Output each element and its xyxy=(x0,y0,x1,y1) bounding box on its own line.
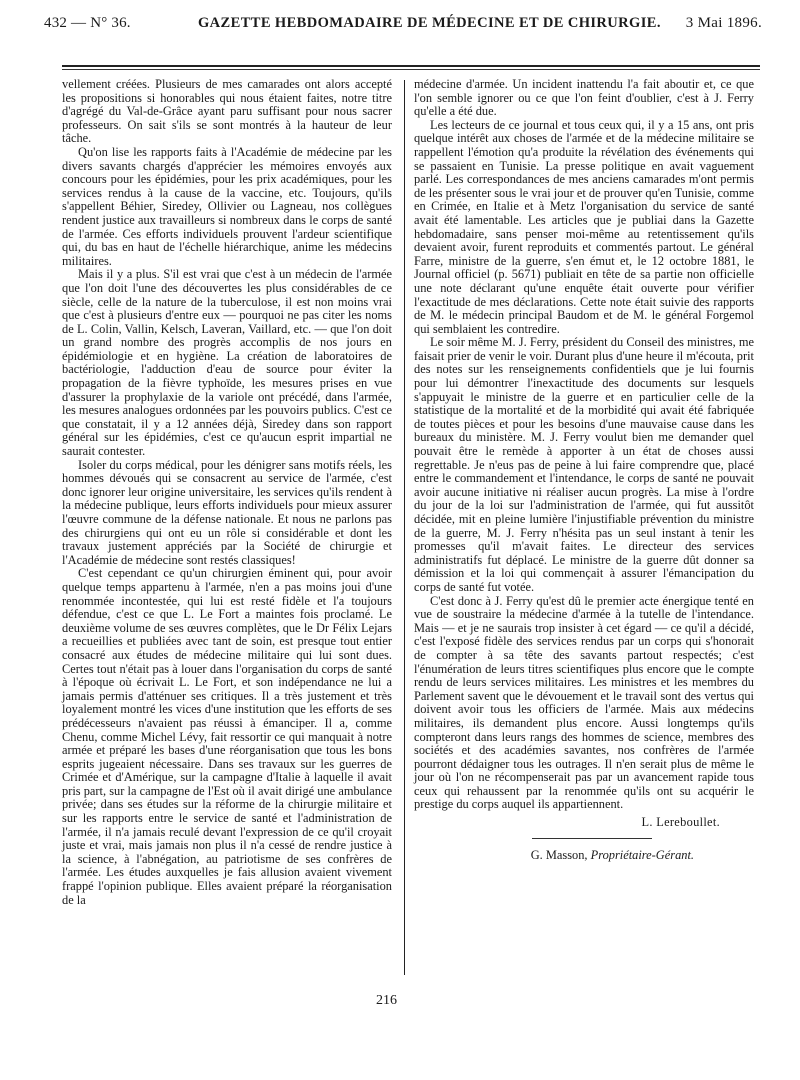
paragraph: Isoler du corps médical, pour les dénigrer sans motifs réels, les hommes dévoués qui se consacrent au service de l'armée, c'est donc ignorer leur origine universitaire, les services qu'ils rendent à la médecine publique, leurs efforts individuels pour mieux assurer l'œuvre commune de la défense nationale. Et nous ne parlons pas des chirurgiens qui ont eu un rôle si considérable et dont les travaux justement appréciés par la Société de chirurgie et l'Académie de médecine sont restés classiques! xyxy=(62,457,392,567)
publisher-role: Propriétaire-Gérant. xyxy=(590,847,694,862)
right-column xyxy=(414,78,754,862)
journal-title: GAZETTE HEBDOMADAIRE DE MÉDECINE ET DE CHIRURGIE. xyxy=(198,15,661,31)
issue-number: 432 — N° 36. xyxy=(44,15,131,31)
page-number: 216 xyxy=(376,993,397,1008)
column-divider xyxy=(404,80,405,975)
header-rule-thin xyxy=(62,69,760,70)
paragraph: C'est donc à J. Ferry qu'est dû le premier acte énergique tenté en vue de soustraire la médecine d'armée à la tutelle de l'intendance. Mais — et je ne saurais trop insister à cet égard — ce qu'il a décidé, c'est l'exposé fidèle des services rendus par un corps qui s'honorait de compter à sa tête des savants partout respectés; c'est l'énumération de leurs titres scientifiques plus encore que le compte rendu de leurs services militaires. Les ministres et les membres du Parlement savent que le dévouement et le travail sont des vertus qui doivent avoir tous les officiers de l'armée. Mais aux médecins militaires, ils demandent plus encore. Aussi longtemps qu'ils compteront dans leurs rangs des hommes de science, membres des sociétés et des académies savantes, nos confrères de l'armée pourront dédaigner tous les outrages. Il n'en serait plus de même le jour où l'on ne récompenserait pas par un avancement rapide tous ceux qui rehaussent par la renommée qu'ils ont su acquérir le prestige du corps auquel ils appartiennent. xyxy=(414,593,754,812)
publisher-name: G. Masson, xyxy=(530,847,588,862)
signature-rule xyxy=(532,838,652,839)
paragraph: Le soir même M. J. Ferry, président du Conseil des ministres, me faisait prier de venir le voir. Durant plus d'une heure il m'écouta, prit des notes sur les renseignements confidentiels que je lui fournis pour lui démontrer l'inexactitude des documents sur lesquels s'appuyait le ministre de la guerre et en particulier celle de la statistique de la mortalité et de la morbidité qui avait été fabriquée de toutes pièces et pour les besoins d'une mauvaise cause dans les bureaux du ministère. M. J. Ferry voulut bien me demander quel pouvait être le remède à apporter à un état de choses aussi regrettable. Je n'eus pas de peine à lui faire comprendre que, placé entre le commandement et l'intendance, le corps de santé ne pouvait avoir aucune initiative ni réaliser aucun progrès. La mise à l'ordre du jour de la loi sur l'administration de l'armée, qui fut aussitôt décidée, mit en pleine lumière l'injustifiable prévention du ministre de la guerre, M. J. Ferry n'hésita pas un seul instant à tenir les promesses qu'il m'avait faites. Le directeur des services administratifs fut déplacé. Le ministre de la guerre dût donner sa démission et la loi qui commençait à assurer l'émancipation du corps de santé fut votée. xyxy=(414,335,754,594)
paragraph: C'est cependant ce qu'un chirurgien éminent qui, pour avoir quelque temps appartenu à l'armée, n'en a pas moins joui d'une renommée incontestée, qui lui est resté fidèle et l'a toujours défendue, c'est ce que L. Le Fort a maintes fois proclamé. Le deuxième volume de ses œuvres complètes, que le Dr Félix Lejars a recueillies et publiées avec tant de soin, est presque tout entier consacré aux études de médecine militaire qui lui sont dues. Certes tout n'était pas à louer dans l'organisation du corps de santé à l'époque où écrivait L. Le Fort, et son indépendance ne lui a jamais permis d'atténuer ses critiques. Il a très justement et très loyalement montré les vices d'une institution que les efforts de ses prédécesseurs n'avaient pas réussi à émanciper. Il a, comme Chenu, comme Michel Lévy, fait ressortir ce qui manquait à notre armée et préparé les bases d'une réorganisation que tous les bons esprits jugeaient nécessaire. Dans ses travaux sur les guerres de Crimée et d'Amérique, sur la campagne d'Italie à laquelle il avait pris part, sur la campagne de l'Est où il avait dirigé une ambulance privée; dans ses études sur la réforme de la chirurgie militaire et sur les rapports entre le service de santé et l'administration de l'armée, il n'a jamais reculé devant l'expression de ce qu'il croyait juste et vrai, mais jamais non plus il n'a cessé de rendre justice à la science, à l'abnégation, au patriotisme de ses confrères de l'armée. Les études auxquelles je fais allusion avaient vivement frappé l'opinion publique. Elles avaient préparé la réorganisation de la xyxy=(62,566,392,907)
header-rule xyxy=(62,65,760,67)
author-signature: L. Lereboullet. xyxy=(641,815,720,830)
paragraph: Qu'on lise les rapports faits à l'Académie de médecine par les divers savants chargés d'apprécier les mémoires envoyés aux concours pour les épidémies, pour les prix académiques, pour les services rendus à la cause de la vaccine, etc. Toujours, qu'ils s'appellent Béhier, Siredey, Ollivier ou Lagneau, nos collègues rendent justice aux travailleurs si nombreux dans le corps de santé de l'armée. Ces efforts individuels prouvent l'ardeur scientifique qui, du bas en haut de l'échelle hiérarchique, anime les médecins militaires. xyxy=(62,144,392,268)
publisher-line xyxy=(414,849,754,863)
issue-date: 3 Mai 1896. xyxy=(685,15,762,31)
paragraph: Mais il y a plus. S'il est vrai que c'est à un médecin de l'armée que l'on doit l'une des découvertes les plus considérables de ce siècle, celle de la nature de la tuberculose, il est non moins vrai que c'est à plusieurs d'entre eux — pourquoi ne pas citer les noms de L. Colin, Vallin, Kelsch, Laveran, Vaillard, etc. — que l'on doit un grand nombre des progrès accomplis de nos jours en épidémiologie et en hygiène. La création de laboratoires de bactériologie, l'adduction d'eau de source pour éviter la propagation de la fièvre typhoïde, les mesures prises en vue d'assurer la prophylaxie de la variole ont précédé, dans l'armée, les mesures analogues ordonnées par les pouvoirs publics. C'est ce que constatait, il y a 12 années déjà, Siredey dans son rapport général sur les épidémies, c'est ce qu'aucun esprit impartial ne saurait contester. xyxy=(62,267,392,459)
paragraph: vellement créées. Plusieurs de mes camarades ont alors accepté les propositions si honorables qui nous étaient faites, notre titre d'agrégé du Val-de-Grâce ayant paru suffisant pour nous sacrer professeurs. On sait s'ils se sont montrés à la hauteur de leur tâche. xyxy=(62,77,392,146)
page-header xyxy=(44,11,762,35)
paragraph: Les lecteurs de ce journal et tous ceux qui, il y a 15 ans, ont pris quelque intérêt aux choses de l'armée et de la médecine militaire se rappellent l'émotion qu'a produite la révélation des événements qui se passaient en Tunisie. La presse politique en avait vaguement parlé. Les correspondances de mes anciens camarades m'ont permis de les présenter sous le vrai jour et de prouver qu'en Tunisie, comme en Crimée, en Italie et à Metz l'organisation du service de santé avait été lamentable. Les articles que je publiai dans la Gazette hebdomadaire, sans penser moi-même au retentissement qu'ils devaient avoir, furent reproduits et commentés partout. Le général Farre, ministre de la guerre, s'en émut et, le 12 octobre 1881, le Journal officiel (p. 5671) publiait en tête de sa partie non officielle une note déclarant qu'une enquête était ouverte pour vérifier l'exactitude de mes déclarations. Cette note était suivie des rapports de M. le médecin principal Baudom et de M. le général Forgemol qui semblaient les contredire. xyxy=(414,117,754,336)
paragraph: médecine d'armée. Un incident inattendu l'a fait aboutir et, ce que l'on semble ignorer ou ce que l'on feint d'oublier, c'est à J. Ferry qu'elle a été due. xyxy=(414,77,754,119)
left-column xyxy=(62,78,392,907)
